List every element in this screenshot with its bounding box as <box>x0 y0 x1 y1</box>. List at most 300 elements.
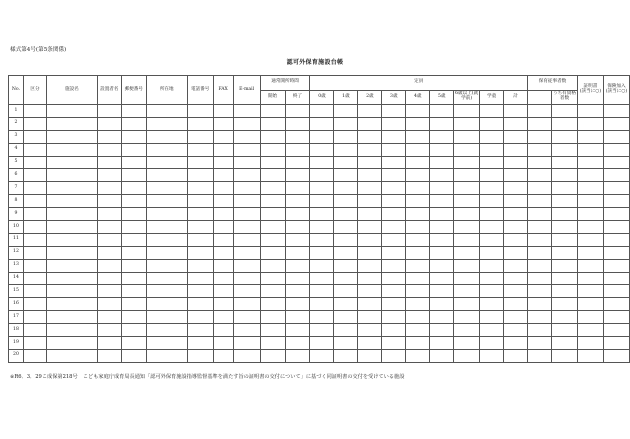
table-cell[interactable] <box>358 285 382 298</box>
table-cell[interactable] <box>285 156 310 169</box>
table-cell[interactable] <box>310 117 334 130</box>
table-cell[interactable] <box>187 117 213 130</box>
table-cell[interactable] <box>213 233 233 246</box>
table-cell[interactable] <box>454 337 480 350</box>
table-cell[interactable] <box>146 221 187 234</box>
table-cell[interactable] <box>260 156 285 169</box>
table-cell[interactable] <box>382 221 406 234</box>
table-cell[interactable] <box>430 298 454 311</box>
table-cell[interactable] <box>260 285 285 298</box>
table-cell[interactable] <box>577 259 603 272</box>
table-cell[interactable] <box>406 195 430 208</box>
table-cell[interactable] <box>577 246 603 259</box>
table-cell[interactable] <box>334 311 358 324</box>
table-cell[interactable] <box>334 105 358 118</box>
table-cell[interactable] <box>382 259 406 272</box>
table-cell[interactable] <box>310 324 334 337</box>
table-cell[interactable] <box>187 349 213 362</box>
table-cell[interactable] <box>504 182 528 195</box>
table-cell[interactable] <box>187 208 213 221</box>
table-cell[interactable] <box>310 349 334 362</box>
table-cell[interactable] <box>23 117 46 130</box>
table-cell[interactable] <box>406 182 430 195</box>
table-cell[interactable] <box>382 349 406 362</box>
table-cell[interactable] <box>233 259 260 272</box>
table-cell[interactable] <box>97 105 121 118</box>
table-cell[interactable] <box>577 195 603 208</box>
table-cell[interactable] <box>121 182 146 195</box>
table-cell[interactable] <box>334 298 358 311</box>
table-cell[interactable] <box>480 169 504 182</box>
table-cell[interactable] <box>285 169 310 182</box>
table-cell[interactable] <box>358 259 382 272</box>
table-cell[interactable] <box>603 130 629 143</box>
table-cell[interactable] <box>23 130 46 143</box>
table-cell[interactable] <box>310 233 334 246</box>
table-cell[interactable] <box>146 182 187 195</box>
table-cell[interactable] <box>213 130 233 143</box>
table-cell[interactable] <box>260 337 285 350</box>
table-cell[interactable] <box>551 182 577 195</box>
table-cell[interactable] <box>528 311 552 324</box>
table-cell[interactable] <box>310 169 334 182</box>
table-cell[interactable] <box>285 130 310 143</box>
table-cell[interactable] <box>528 169 552 182</box>
table-cell[interactable] <box>551 130 577 143</box>
table-cell[interactable] <box>97 349 121 362</box>
table-cell[interactable] <box>121 221 146 234</box>
table-cell[interactable] <box>146 259 187 272</box>
table-cell[interactable] <box>406 117 430 130</box>
table-cell[interactable] <box>504 272 528 285</box>
table-cell[interactable] <box>213 105 233 118</box>
table-cell[interactable] <box>213 324 233 337</box>
table-cell[interactable] <box>454 182 480 195</box>
table-cell[interactable] <box>551 272 577 285</box>
table-cell[interactable] <box>454 311 480 324</box>
table-cell[interactable] <box>213 221 233 234</box>
table-cell[interactable] <box>233 182 260 195</box>
table-cell[interactable] <box>358 311 382 324</box>
table-cell[interactable] <box>454 195 480 208</box>
table-cell[interactable] <box>454 259 480 272</box>
table-cell[interactable] <box>430 311 454 324</box>
table-cell[interactable] <box>23 272 46 285</box>
table-cell[interactable] <box>285 195 310 208</box>
table-cell[interactable] <box>504 337 528 350</box>
table-cell[interactable] <box>480 195 504 208</box>
table-cell[interactable] <box>603 311 629 324</box>
table-cell[interactable] <box>504 221 528 234</box>
table-cell[interactable] <box>504 208 528 221</box>
table-cell[interactable] <box>233 208 260 221</box>
table-cell[interactable] <box>121 169 146 182</box>
table-cell[interactable] <box>46 221 97 234</box>
table-cell[interactable] <box>504 259 528 272</box>
table-cell[interactable] <box>285 324 310 337</box>
table-cell[interactable] <box>310 285 334 298</box>
table-cell[interactable] <box>334 285 358 298</box>
table-cell[interactable] <box>310 195 334 208</box>
table-cell[interactable] <box>187 195 213 208</box>
table-cell[interactable] <box>285 285 310 298</box>
table-cell[interactable] <box>334 117 358 130</box>
table-cell[interactable] <box>430 285 454 298</box>
table-cell[interactable] <box>358 349 382 362</box>
table-cell[interactable] <box>121 143 146 156</box>
table-cell[interactable] <box>480 156 504 169</box>
table-cell[interactable] <box>310 105 334 118</box>
table-cell[interactable] <box>285 259 310 272</box>
table-cell[interactable] <box>504 117 528 130</box>
table-cell[interactable] <box>551 105 577 118</box>
table-cell[interactable] <box>46 195 97 208</box>
table-cell[interactable] <box>187 130 213 143</box>
table-cell[interactable] <box>430 208 454 221</box>
table-cell[interactable] <box>480 105 504 118</box>
table-cell[interactable] <box>146 272 187 285</box>
table-cell[interactable] <box>603 208 629 221</box>
table-cell[interactable] <box>430 233 454 246</box>
table-cell[interactable] <box>97 208 121 221</box>
table-cell[interactable] <box>382 143 406 156</box>
table-cell[interactable] <box>382 208 406 221</box>
table-cell[interactable] <box>603 285 629 298</box>
table-cell[interactable] <box>46 182 97 195</box>
table-cell[interactable] <box>46 324 97 337</box>
table-cell[interactable] <box>528 182 552 195</box>
table-cell[interactable] <box>528 195 552 208</box>
table-cell[interactable] <box>551 324 577 337</box>
table-cell[interactable] <box>603 233 629 246</box>
table-cell[interactable] <box>603 156 629 169</box>
table-cell[interactable] <box>233 233 260 246</box>
table-cell[interactable] <box>454 143 480 156</box>
table-cell[interactable] <box>603 337 629 350</box>
table-cell[interactable] <box>260 324 285 337</box>
table-cell[interactable] <box>187 221 213 234</box>
table-cell[interactable] <box>233 130 260 143</box>
table-cell[interactable] <box>551 195 577 208</box>
table-cell[interactable] <box>46 117 97 130</box>
table-cell[interactable] <box>382 182 406 195</box>
table-cell[interactable] <box>454 246 480 259</box>
table-cell[interactable] <box>603 246 629 259</box>
table-cell[interactable] <box>187 143 213 156</box>
table-cell[interactable] <box>146 195 187 208</box>
table-cell[interactable] <box>504 105 528 118</box>
table-cell[interactable] <box>528 259 552 272</box>
table-cell[interactable] <box>23 285 46 298</box>
table-cell[interactable] <box>334 337 358 350</box>
table-cell[interactable] <box>23 156 46 169</box>
table-cell[interactable] <box>213 117 233 130</box>
table-cell[interactable] <box>577 117 603 130</box>
table-cell[interactable] <box>430 195 454 208</box>
table-cell[interactable] <box>233 337 260 350</box>
table-cell[interactable] <box>551 208 577 221</box>
table-cell[interactable] <box>430 105 454 118</box>
table-cell[interactable] <box>334 324 358 337</box>
table-cell[interactable] <box>551 337 577 350</box>
table-cell[interactable] <box>97 182 121 195</box>
table-cell[interactable] <box>480 182 504 195</box>
table-cell[interactable] <box>97 195 121 208</box>
table-cell[interactable] <box>504 349 528 362</box>
table-cell[interactable] <box>551 246 577 259</box>
table-cell[interactable] <box>260 195 285 208</box>
table-cell[interactable] <box>430 143 454 156</box>
table-cell[interactable] <box>146 311 187 324</box>
table-cell[interactable] <box>233 143 260 156</box>
table-cell[interactable] <box>260 208 285 221</box>
table-cell[interactable] <box>187 246 213 259</box>
table-cell[interactable] <box>213 337 233 350</box>
table-cell[interactable] <box>334 221 358 234</box>
table-cell[interactable] <box>23 337 46 350</box>
table-cell[interactable] <box>528 298 552 311</box>
table-cell[interactable] <box>358 105 382 118</box>
table-cell[interactable] <box>551 117 577 130</box>
table-cell[interactable] <box>406 221 430 234</box>
table-cell[interactable] <box>382 117 406 130</box>
table-cell[interactable] <box>406 130 430 143</box>
table-cell[interactable] <box>121 156 146 169</box>
table-cell[interactable] <box>406 298 430 311</box>
table-cell[interactable] <box>603 117 629 130</box>
table-cell[interactable] <box>233 324 260 337</box>
table-cell[interactable] <box>46 311 97 324</box>
table-cell[interactable] <box>23 221 46 234</box>
table-cell[interactable] <box>187 337 213 350</box>
table-cell[interactable] <box>334 156 358 169</box>
table-cell[interactable] <box>260 143 285 156</box>
table-cell[interactable] <box>310 156 334 169</box>
table-cell[interactable] <box>187 311 213 324</box>
table-cell[interactable] <box>146 130 187 143</box>
table-cell[interactable] <box>233 156 260 169</box>
table-cell[interactable] <box>213 259 233 272</box>
table-cell[interactable] <box>121 337 146 350</box>
table-cell[interactable] <box>233 285 260 298</box>
table-cell[interactable] <box>577 298 603 311</box>
table-cell[interactable] <box>358 143 382 156</box>
table-cell[interactable] <box>260 272 285 285</box>
table-cell[interactable] <box>504 130 528 143</box>
table-cell[interactable] <box>146 246 187 259</box>
table-cell[interactable] <box>454 208 480 221</box>
table-cell[interactable] <box>528 349 552 362</box>
table-cell[interactable] <box>233 117 260 130</box>
table-cell[interactable] <box>310 259 334 272</box>
table-cell[interactable] <box>528 208 552 221</box>
table-cell[interactable] <box>187 233 213 246</box>
table-cell[interactable] <box>310 182 334 195</box>
table-cell[interactable] <box>382 169 406 182</box>
table-cell[interactable] <box>430 337 454 350</box>
table-cell[interactable] <box>577 156 603 169</box>
table-cell[interactable] <box>358 246 382 259</box>
table-cell[interactable] <box>504 143 528 156</box>
table-cell[interactable] <box>406 156 430 169</box>
table-cell[interactable] <box>406 233 430 246</box>
table-cell[interactable] <box>260 130 285 143</box>
table-cell[interactable] <box>577 311 603 324</box>
table-cell[interactable] <box>23 169 46 182</box>
table-cell[interactable] <box>577 169 603 182</box>
table-cell[interactable] <box>382 285 406 298</box>
table-cell[interactable] <box>285 298 310 311</box>
table-cell[interactable] <box>97 130 121 143</box>
table-cell[interactable] <box>603 195 629 208</box>
table-cell[interactable] <box>97 324 121 337</box>
table-cell[interactable] <box>430 182 454 195</box>
table-cell[interactable] <box>406 285 430 298</box>
table-cell[interactable] <box>146 233 187 246</box>
table-cell[interactable] <box>260 105 285 118</box>
table-cell[interactable] <box>454 105 480 118</box>
table-cell[interactable] <box>233 349 260 362</box>
table-cell[interactable] <box>480 233 504 246</box>
table-cell[interactable] <box>46 246 97 259</box>
table-cell[interactable] <box>454 349 480 362</box>
table-cell[interactable] <box>528 246 552 259</box>
table-cell[interactable] <box>97 337 121 350</box>
table-cell[interactable] <box>406 337 430 350</box>
table-cell[interactable] <box>285 208 310 221</box>
table-cell[interactable] <box>577 143 603 156</box>
table-cell[interactable] <box>551 349 577 362</box>
table-cell[interactable] <box>406 246 430 259</box>
table-cell[interactable] <box>334 246 358 259</box>
table-cell[interactable] <box>358 117 382 130</box>
table-cell[interactable] <box>382 324 406 337</box>
table-cell[interactable] <box>121 298 146 311</box>
table-cell[interactable] <box>23 259 46 272</box>
table-cell[interactable] <box>430 272 454 285</box>
table-cell[interactable] <box>480 143 504 156</box>
table-cell[interactable] <box>233 272 260 285</box>
table-cell[interactable] <box>382 246 406 259</box>
table-cell[interactable] <box>480 208 504 221</box>
table-cell[interactable] <box>406 105 430 118</box>
table-cell[interactable] <box>23 182 46 195</box>
table-cell[interactable] <box>260 117 285 130</box>
table-cell[interactable] <box>121 272 146 285</box>
table-cell[interactable] <box>430 349 454 362</box>
table-cell[interactable] <box>382 156 406 169</box>
table-cell[interactable] <box>121 117 146 130</box>
table-cell[interactable] <box>577 182 603 195</box>
table-cell[interactable] <box>260 349 285 362</box>
table-cell[interactable] <box>454 233 480 246</box>
table-cell[interactable] <box>528 156 552 169</box>
table-cell[interactable] <box>480 246 504 259</box>
table-cell[interactable] <box>577 221 603 234</box>
table-cell[interactable] <box>187 298 213 311</box>
table-cell[interactable] <box>23 233 46 246</box>
table-cell[interactable] <box>480 285 504 298</box>
table-cell[interactable] <box>46 169 97 182</box>
table-cell[interactable] <box>187 105 213 118</box>
table-cell[interactable] <box>334 259 358 272</box>
table-cell[interactable] <box>213 195 233 208</box>
table-cell[interactable] <box>551 143 577 156</box>
table-cell[interactable] <box>213 143 233 156</box>
table-cell[interactable] <box>504 156 528 169</box>
table-cell[interactable] <box>334 233 358 246</box>
table-cell[interactable] <box>454 285 480 298</box>
table-cell[interactable] <box>310 298 334 311</box>
table-cell[interactable] <box>382 233 406 246</box>
table-cell[interactable] <box>146 169 187 182</box>
table-cell[interactable] <box>46 143 97 156</box>
table-cell[interactable] <box>97 311 121 324</box>
table-cell[interactable] <box>454 298 480 311</box>
table-cell[interactable] <box>260 311 285 324</box>
table-cell[interactable] <box>46 349 97 362</box>
table-cell[interactable] <box>430 246 454 259</box>
table-cell[interactable] <box>260 169 285 182</box>
table-cell[interactable] <box>97 169 121 182</box>
table-cell[interactable] <box>121 246 146 259</box>
table-cell[interactable] <box>382 311 406 324</box>
table-cell[interactable] <box>603 349 629 362</box>
table-cell[interactable] <box>430 117 454 130</box>
table-cell[interactable] <box>406 259 430 272</box>
table-cell[interactable] <box>213 272 233 285</box>
table-cell[interactable] <box>358 298 382 311</box>
table-cell[interactable] <box>528 233 552 246</box>
table-cell[interactable] <box>454 156 480 169</box>
table-cell[interactable] <box>187 259 213 272</box>
table-cell[interactable] <box>233 311 260 324</box>
table-cell[interactable] <box>504 324 528 337</box>
table-cell[interactable] <box>260 221 285 234</box>
table-cell[interactable] <box>310 143 334 156</box>
table-cell[interactable] <box>528 130 552 143</box>
table-cell[interactable] <box>603 169 629 182</box>
table-cell[interactable] <box>603 143 629 156</box>
table-cell[interactable] <box>233 105 260 118</box>
table-cell[interactable] <box>430 156 454 169</box>
table-cell[interactable] <box>213 169 233 182</box>
table-cell[interactable] <box>97 285 121 298</box>
table-cell[interactable] <box>551 221 577 234</box>
table-cell[interactable] <box>577 272 603 285</box>
table-cell[interactable] <box>46 298 97 311</box>
table-cell[interactable] <box>23 246 46 259</box>
table-cell[interactable] <box>334 169 358 182</box>
table-cell[interactable] <box>480 130 504 143</box>
table-cell[interactable] <box>358 324 382 337</box>
table-cell[interactable] <box>187 272 213 285</box>
table-cell[interactable] <box>97 156 121 169</box>
table-cell[interactable] <box>551 259 577 272</box>
table-cell[interactable] <box>454 324 480 337</box>
table-cell[interactable] <box>23 143 46 156</box>
table-cell[interactable] <box>480 311 504 324</box>
table-cell[interactable] <box>430 324 454 337</box>
table-cell[interactable] <box>358 272 382 285</box>
table-cell[interactable] <box>285 182 310 195</box>
table-cell[interactable] <box>358 221 382 234</box>
table-cell[interactable] <box>577 324 603 337</box>
table-cell[interactable] <box>358 208 382 221</box>
table-cell[interactable] <box>213 182 233 195</box>
table-cell[interactable] <box>23 311 46 324</box>
table-cell[interactable] <box>310 246 334 259</box>
